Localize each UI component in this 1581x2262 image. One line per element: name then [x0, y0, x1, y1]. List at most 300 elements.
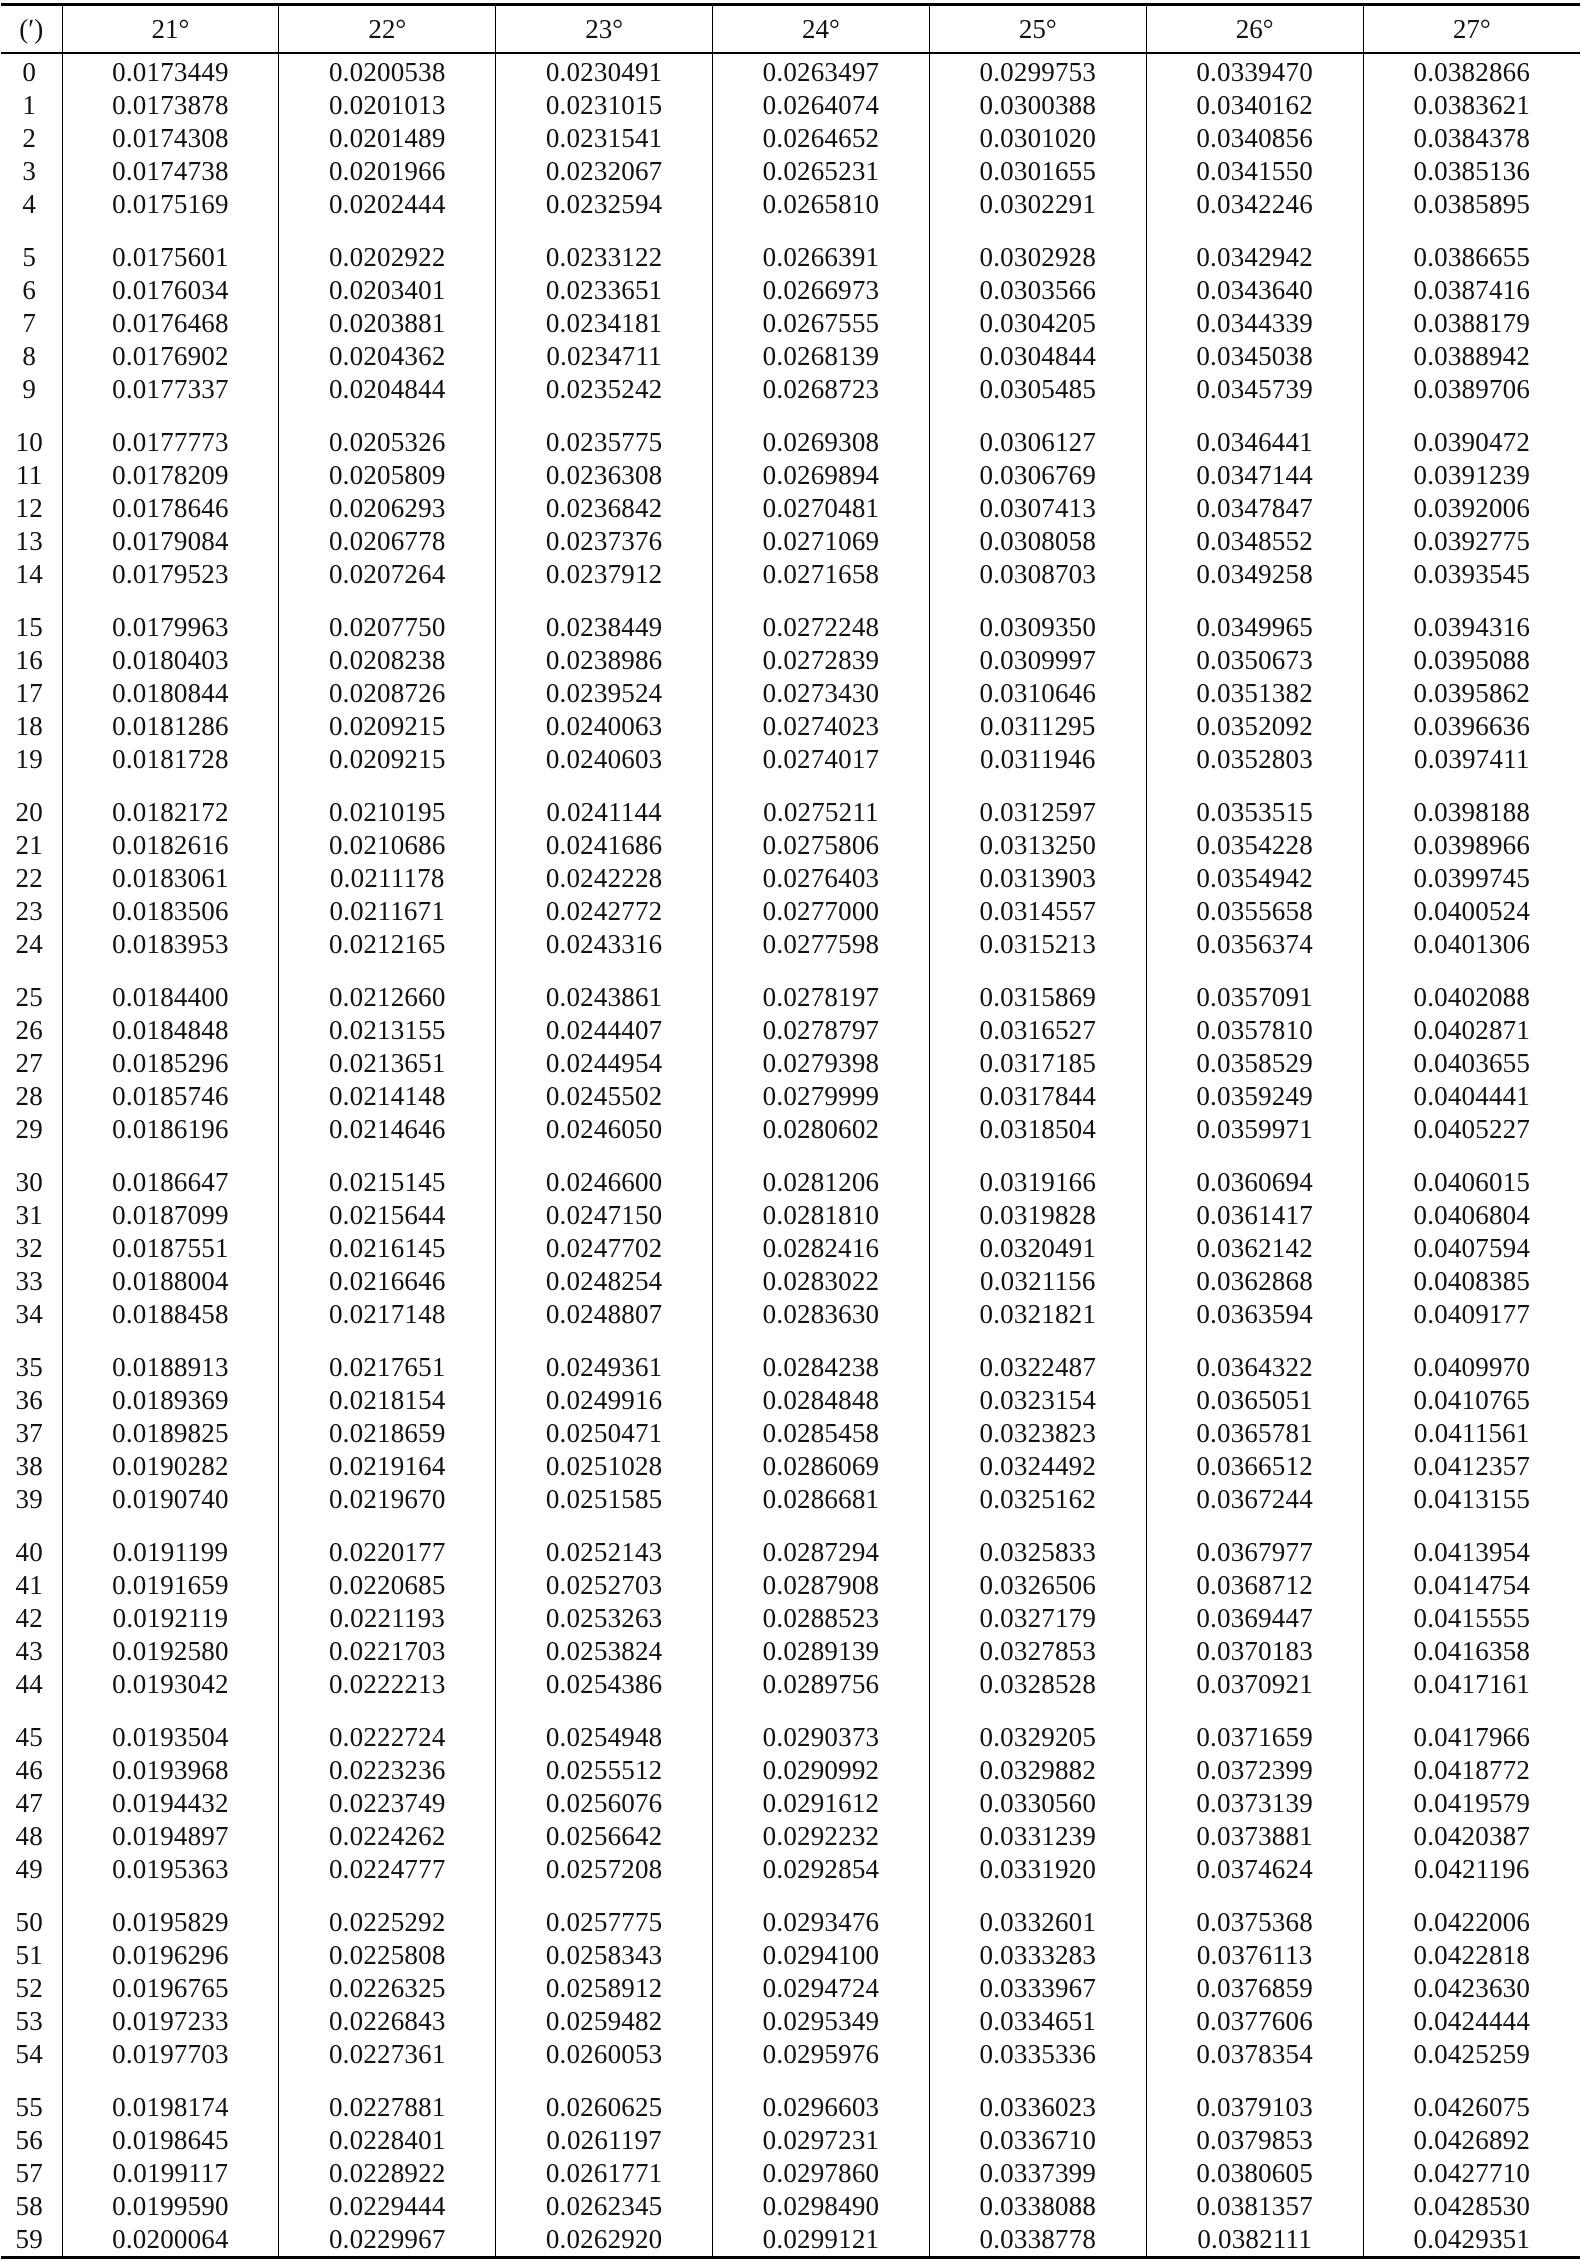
value-cell: 0.0222213: [279, 1668, 496, 1701]
value-cell: 0.0385895: [1363, 188, 1580, 221]
minute-cell: 56: [15, 2125, 43, 2155]
minute-cell: 45: [15, 1722, 43, 1752]
value-cell: 0.0179963: [62, 591, 279, 644]
value-cell: 0.0388179: [1363, 307, 1580, 340]
value-cell: 0.0411561: [1363, 1417, 1580, 1450]
minute-cell: 16: [15, 645, 43, 675]
value-cell: 0.0192580: [62, 1635, 279, 1668]
value-cell: 0.0353515: [1146, 776, 1363, 829]
value-cell: 0.0181286: [62, 710, 279, 743]
value-cell: 0.0249916: [496, 1384, 713, 1417]
value-cell: 0.0365051: [1146, 1384, 1363, 1417]
value-cell: 0.0342246: [1146, 188, 1363, 221]
value-cell: 0.0285458: [713, 1417, 930, 1450]
value-cell: 0.0210686: [279, 829, 496, 862]
value-cell: 0.0313903: [929, 862, 1146, 895]
value-cell: 0.0232067: [496, 155, 713, 188]
value-cell: 0.0280602: [713, 1113, 930, 1146]
table-row: [1, 459, 1580, 492]
value-cell: 0.0214646: [279, 1113, 496, 1146]
value-cell: 0.0235242: [496, 373, 713, 406]
table-row: [1, 1232, 1580, 1265]
minute-cell: 24: [15, 929, 43, 959]
value-cell: 0.0317185: [929, 1047, 1146, 1080]
value-cell: 0.0203401: [279, 274, 496, 307]
value-cell: 0.0207750: [279, 591, 496, 644]
value-cell: 0.0349258: [1146, 558, 1363, 591]
value-cell: 0.0197233: [62, 2005, 279, 2038]
minute-cell: 22: [15, 863, 43, 893]
value-cell: 0.0259482: [496, 2005, 713, 2038]
value-cell: 0.0352803: [1146, 743, 1363, 776]
value-cell: 0.0370921: [1146, 1668, 1363, 1701]
table-row: [1, 1602, 1580, 1635]
value-cell: 0.0214148: [279, 1080, 496, 1113]
value-cell: 0.0185296: [62, 1047, 279, 1080]
table-row: [1, 928, 1580, 961]
table-row: [1, 1146, 1580, 1199]
value-cell: 0.0193968: [62, 1754, 279, 1787]
minute-cell: 0: [22, 57, 37, 87]
value-cell: 0.0262345: [496, 2190, 713, 2223]
value-cell: 0.0385136: [1363, 155, 1580, 188]
value-cell: 0.0189369: [62, 1384, 279, 1417]
value-cell: 0.0201013: [279, 89, 496, 122]
value-cell: 0.0297231: [713, 2124, 930, 2157]
value-cell: 0.0213651: [279, 1047, 496, 1080]
value-cell: 0.0272839: [713, 644, 930, 677]
table-row: [1, 1701, 1580, 1754]
value-cell: 0.0201489: [279, 122, 496, 155]
value-cell: 0.0294724: [713, 1972, 930, 2005]
value-cell: 0.0359249: [1146, 1080, 1363, 1113]
value-cell: 0.0359971: [1146, 1113, 1363, 1146]
value-cell: 0.0297860: [713, 2157, 930, 2190]
value-cell: 0.0417966: [1363, 1701, 1580, 1754]
value-cell: 0.0195829: [62, 1886, 279, 1939]
value-cell: 0.0395862: [1363, 677, 1580, 710]
value-cell: 0.0332601: [929, 1886, 1146, 1939]
value-cell: 0.0340856: [1146, 122, 1363, 155]
value-cell: 0.0368712: [1146, 1569, 1363, 1602]
value-cell: 0.0338778: [929, 2223, 1146, 2258]
table-row: [1, 1384, 1580, 1417]
minute-cell: 57: [15, 2158, 43, 2188]
value-cell: 0.0323154: [929, 1384, 1146, 1417]
value-cell: 0.0207264: [279, 558, 496, 591]
table-row: [1, 2005, 1580, 2038]
value-cell: 0.0429351: [1363, 2223, 1580, 2258]
value-cell: 0.0356374: [1146, 928, 1363, 961]
value-cell: 0.0366512: [1146, 1450, 1363, 1483]
minute-cell: 18: [15, 711, 43, 741]
value-cell: 0.0206293: [279, 492, 496, 525]
value-cell: 0.0397411: [1363, 743, 1580, 776]
value-cell: 0.0296603: [713, 2071, 930, 2124]
minute-cell: 48: [15, 1821, 43, 1851]
value-cell: 0.0268723: [713, 373, 930, 406]
value-cell: 0.0261197: [496, 2124, 713, 2157]
minute-cell: 8: [22, 341, 37, 371]
value-cell: 0.0281810: [713, 1199, 930, 1232]
table-row: [1, 1972, 1580, 2005]
minute-cell: 23: [15, 896, 43, 926]
value-cell: 0.0247150: [496, 1199, 713, 1232]
minute-cell: 21: [15, 830, 43, 860]
value-cell: 0.0244954: [496, 1047, 713, 1080]
value-cell: 0.0311946: [929, 743, 1146, 776]
value-cell: 0.0373139: [1146, 1787, 1363, 1820]
table-row: [1, 1668, 1580, 1701]
value-cell: 0.0377606: [1146, 2005, 1363, 2038]
value-cell: 0.0230491: [496, 53, 713, 89]
value-cell: 0.0213155: [279, 1014, 496, 1047]
value-cell: 0.0183061: [62, 862, 279, 895]
value-cell: 0.0304844: [929, 340, 1146, 373]
value-cell: 0.0190282: [62, 1450, 279, 1483]
value-cell: 0.0192119: [62, 1602, 279, 1635]
value-cell: 0.0390472: [1363, 406, 1580, 459]
degree-column-header: 22°: [279, 5, 496, 54]
value-cell: 0.0406015: [1363, 1146, 1580, 1199]
value-cell: 0.0378354: [1146, 2038, 1363, 2071]
value-cell: 0.0325162: [929, 1483, 1146, 1516]
value-cell: 0.0405227: [1363, 1113, 1580, 1146]
table-row: [1, 1080, 1580, 1113]
value-cell: 0.0188004: [62, 1265, 279, 1298]
value-cell: 0.0220685: [279, 1569, 496, 1602]
value-cell: 0.0232594: [496, 188, 713, 221]
value-cell: 0.0228401: [279, 2124, 496, 2157]
value-cell: 0.0178646: [62, 492, 279, 525]
value-cell: 0.0358529: [1146, 1047, 1363, 1080]
value-cell: 0.0298490: [713, 2190, 930, 2223]
value-cell: 0.0363594: [1146, 1298, 1363, 1331]
minute-cell: 9: [22, 374, 37, 404]
value-cell: 0.0202922: [279, 221, 496, 274]
value-cell: 0.0186647: [62, 1146, 279, 1199]
value-cell: 0.0412357: [1363, 1450, 1580, 1483]
value-cell: 0.0212660: [279, 961, 496, 1014]
table-row: [1, 1265, 1580, 1298]
value-cell: 0.0317844: [929, 1080, 1146, 1113]
value-cell: 0.0256642: [496, 1820, 713, 1853]
value-cell: 0.0342942: [1146, 221, 1363, 274]
table-row: [1, 895, 1580, 928]
value-cell: 0.0289756: [713, 1668, 930, 1701]
value-cell: 0.0261771: [496, 2157, 713, 2190]
minute-cell: 27: [15, 1048, 43, 1078]
value-cell: 0.0269894: [713, 459, 930, 492]
value-cell: 0.0248807: [496, 1298, 713, 1331]
degree-column-header: 25°: [929, 5, 1146, 54]
value-cell: 0.0313250: [929, 829, 1146, 862]
value-cell: 0.0331239: [929, 1820, 1146, 1853]
value-cell: 0.0295349: [713, 2005, 930, 2038]
value-cell: 0.0372399: [1146, 1754, 1363, 1787]
value-cell: 0.0174308: [62, 122, 279, 155]
table-row: [1, 2124, 1580, 2157]
minute-cell: 38: [15, 1451, 43, 1481]
value-cell: 0.0376113: [1146, 1939, 1363, 1972]
minute-cell: 7: [22, 308, 37, 338]
value-cell: 0.0201966: [279, 155, 496, 188]
value-cell: 0.0227361: [279, 2038, 496, 2071]
minute-column-header: (′): [1, 5, 62, 54]
value-cell: 0.0305485: [929, 373, 1146, 406]
value-cell: 0.0347144: [1146, 459, 1363, 492]
value-cell: 0.0318504: [929, 1113, 1146, 1146]
value-cell: 0.0198645: [62, 2124, 279, 2157]
value-cell: 0.0361417: [1146, 1199, 1363, 1232]
value-cell: 0.0275211: [713, 776, 930, 829]
value-cell: 0.0357810: [1146, 1014, 1363, 1047]
value-cell: 0.0229967: [279, 2223, 496, 2258]
value-cell: 0.0183953: [62, 928, 279, 961]
minute-cell: 49: [15, 1854, 43, 1884]
value-cell: 0.0328528: [929, 1668, 1146, 1701]
value-cell: 0.0181728: [62, 743, 279, 776]
minute-cell: 11: [16, 460, 43, 490]
value-cell: 0.0284238: [713, 1331, 930, 1384]
value-cell: 0.0343640: [1146, 274, 1363, 307]
value-cell: 0.0209215: [279, 710, 496, 743]
table-row: [1, 406, 1580, 459]
value-cell: 0.0199590: [62, 2190, 279, 2223]
value-cell: 0.0315869: [929, 961, 1146, 1014]
value-cell: 0.0187551: [62, 1232, 279, 1265]
value-cell: 0.0206778: [279, 525, 496, 558]
value-cell: 0.0283630: [713, 1298, 930, 1331]
value-cell: 0.0260053: [496, 2038, 713, 2071]
value-cell: 0.0182616: [62, 829, 279, 862]
table-row: [1, 155, 1580, 188]
minute-cell: 29: [15, 1114, 43, 1144]
value-cell: 0.0243316: [496, 928, 713, 961]
value-cell: 0.0238986: [496, 644, 713, 677]
table-row: [1, 53, 1580, 89]
value-cell: 0.0258343: [496, 1939, 713, 1972]
value-cell: 0.0354228: [1146, 829, 1363, 862]
value-cell: 0.0315213: [929, 928, 1146, 961]
value-cell: 0.0428530: [1363, 2190, 1580, 2223]
value-cell: 0.0198174: [62, 2071, 279, 2124]
value-cell: 0.0275806: [713, 829, 930, 862]
value-cell: 0.0263497: [713, 53, 930, 89]
value-cell: 0.0303566: [929, 274, 1146, 307]
value-cell: 0.0350673: [1146, 644, 1363, 677]
value-cell: 0.0200064: [62, 2223, 279, 2258]
minute-cell: 31: [15, 1200, 43, 1230]
value-cell: 0.0329882: [929, 1754, 1146, 1787]
minute-cell: 42: [15, 1603, 43, 1633]
value-cell: 0.0289139: [713, 1635, 930, 1668]
table-row: [1, 644, 1580, 677]
value-cell: 0.0217651: [279, 1331, 496, 1384]
value-cell: 0.0237912: [496, 558, 713, 591]
value-cell: 0.0179523: [62, 558, 279, 591]
value-cell: 0.0338088: [929, 2190, 1146, 2223]
value-cell: 0.0231015: [496, 89, 713, 122]
value-cell: 0.0262920: [496, 2223, 713, 2258]
value-cell: 0.0219670: [279, 1483, 496, 1516]
value-cell: 0.0266391: [713, 221, 930, 274]
value-cell: 0.0375368: [1146, 1886, 1363, 1939]
minute-cell: 20: [15, 797, 43, 827]
value-cell: 0.0283022: [713, 1265, 930, 1298]
value-cell: 0.0308703: [929, 558, 1146, 591]
value-cell: 0.0270481: [713, 492, 930, 525]
value-cell: 0.0422818: [1363, 1939, 1580, 1972]
value-cell: 0.0401306: [1363, 928, 1580, 961]
table-row: [1, 274, 1580, 307]
value-cell: 0.0416358: [1363, 1635, 1580, 1668]
minute-cell: 2: [22, 123, 37, 153]
minute-cell: 46: [15, 1755, 43, 1785]
value-cell: 0.0215145: [279, 1146, 496, 1199]
minute-cell: 19: [15, 744, 43, 774]
value-cell: 0.0218659: [279, 1417, 496, 1450]
minute-cell: 43: [15, 1636, 43, 1666]
value-cell: 0.0176034: [62, 274, 279, 307]
value-cell: 0.0260625: [496, 2071, 713, 2124]
value-cell: 0.0271069: [713, 525, 930, 558]
table-row: [1, 1853, 1580, 1886]
value-cell: 0.0360694: [1146, 1146, 1363, 1199]
minute-cell: 47: [15, 1788, 43, 1818]
table-row: [1, 1417, 1580, 1450]
value-cell: 0.0222724: [279, 1701, 496, 1754]
value-cell: 0.0400524: [1363, 895, 1580, 928]
value-cell: 0.0257775: [496, 1886, 713, 1939]
value-cell: 0.0205809: [279, 459, 496, 492]
minute-cell: 59: [1, 2223, 62, 2258]
minute-cell: 3: [22, 156, 37, 186]
value-cell: 0.0423630: [1363, 1972, 1580, 2005]
table-row: [1, 1886, 1580, 1939]
minute-cell: 51: [15, 1940, 43, 1970]
value-cell: 0.0354942: [1146, 862, 1363, 895]
involute-function-table: [1, 3, 1580, 2259]
table-row: [1, 1635, 1580, 1668]
value-cell: 0.0396636: [1363, 710, 1580, 743]
value-cell: 0.0319828: [929, 1199, 1146, 1232]
table-row: [1, 862, 1580, 895]
value-cell: 0.0194897: [62, 1820, 279, 1853]
value-cell: 0.0362868: [1146, 1265, 1363, 1298]
value-cell: 0.0420387: [1363, 1820, 1580, 1853]
value-cell: 0.0371659: [1146, 1701, 1363, 1754]
table-row: [1, 1450, 1580, 1483]
value-cell: 0.0228922: [279, 2157, 496, 2190]
value-cell: 0.0242772: [496, 895, 713, 928]
value-cell: 0.0204362: [279, 340, 496, 373]
table-row: [1, 1569, 1580, 1602]
value-cell: 0.0176468: [62, 307, 279, 340]
table-row: [1, 2190, 1580, 2223]
value-cell: 0.0286681: [713, 1483, 930, 1516]
header-row: [1, 5, 1580, 54]
value-cell: 0.0218154: [279, 1384, 496, 1417]
degree-column-header: 26°: [1146, 5, 1363, 54]
value-cell: 0.0264652: [713, 122, 930, 155]
value-cell: 0.0224262: [279, 1820, 496, 1853]
table-row: [1, 591, 1580, 644]
value-cell: 0.0345739: [1146, 373, 1363, 406]
table-row: [1, 340, 1580, 373]
value-cell: 0.0419579: [1363, 1787, 1580, 1820]
value-cell: 0.0418772: [1363, 1754, 1580, 1787]
value-cell: 0.0225292: [279, 1886, 496, 1939]
table-row: [1, 307, 1580, 340]
value-cell: 0.0381357: [1146, 2190, 1363, 2223]
value-cell: 0.0376859: [1146, 1972, 1363, 2005]
value-cell: 0.0329205: [929, 1701, 1146, 1754]
table-row: [1, 2223, 1580, 2258]
value-cell: 0.0369447: [1146, 1602, 1363, 1635]
minute-cell: 35: [15, 1352, 43, 1382]
value-cell: 0.0226325: [279, 1972, 496, 2005]
minute-cell: 52: [15, 1973, 43, 2003]
value-cell: 0.0300388: [929, 89, 1146, 122]
table-row: [1, 2157, 1580, 2190]
value-cell: 0.0355658: [1146, 895, 1363, 928]
table-row: [1, 1014, 1580, 1047]
minute-cell: 5: [22, 242, 37, 272]
value-cell: 0.0408385: [1363, 1265, 1580, 1298]
value-cell: 0.0379853: [1146, 2124, 1363, 2157]
value-cell: 0.0393545: [1363, 558, 1580, 591]
value-cell: 0.0331920: [929, 1853, 1146, 1886]
table-row: [1, 188, 1580, 221]
value-cell: 0.0422006: [1363, 1886, 1580, 1939]
value-cell: 0.0221703: [279, 1635, 496, 1668]
value-cell: 0.0336023: [929, 2071, 1146, 2124]
value-cell: 0.0351382: [1146, 677, 1363, 710]
value-cell: 0.0191199: [62, 1516, 279, 1569]
value-cell: 0.0333967: [929, 1972, 1146, 2005]
value-cell: 0.0321821: [929, 1298, 1146, 1331]
value-cell: 0.0364322: [1146, 1331, 1363, 1384]
value-cell: 0.0314557: [929, 895, 1146, 928]
value-cell: 0.0392006: [1363, 492, 1580, 525]
table-row: [1, 2038, 1580, 2071]
value-cell: 0.0239524: [496, 677, 713, 710]
value-cell: 0.0417161: [1363, 1668, 1580, 1701]
value-cell: 0.0231541: [496, 122, 713, 155]
value-cell: 0.0243861: [496, 961, 713, 1014]
value-cell: 0.0311295: [929, 710, 1146, 743]
value-cell: 0.0182172: [62, 776, 279, 829]
value-cell: 0.0279398: [713, 1047, 930, 1080]
table-row: [1, 492, 1580, 525]
value-cell: 0.0322487: [929, 1331, 1146, 1384]
value-cell: 0.0410765: [1363, 1384, 1580, 1417]
value-cell: 0.0266973: [713, 274, 930, 307]
value-cell: 0.0216145: [279, 1232, 496, 1265]
value-cell: 0.0409177: [1363, 1298, 1580, 1331]
value-cell: 0.0212165: [279, 928, 496, 961]
value-cell: 0.0327853: [929, 1635, 1146, 1668]
value-cell: 0.0204844: [279, 373, 496, 406]
value-cell: 0.0299121: [713, 2223, 930, 2258]
value-cell: 0.0255512: [496, 1754, 713, 1787]
table-body: [1, 53, 1580, 2258]
value-cell: 0.0247702: [496, 1232, 713, 1265]
table-row: [1, 1820, 1580, 1853]
minute-cell: 1: [22, 90, 37, 120]
value-cell: 0.0373881: [1146, 1820, 1363, 1853]
